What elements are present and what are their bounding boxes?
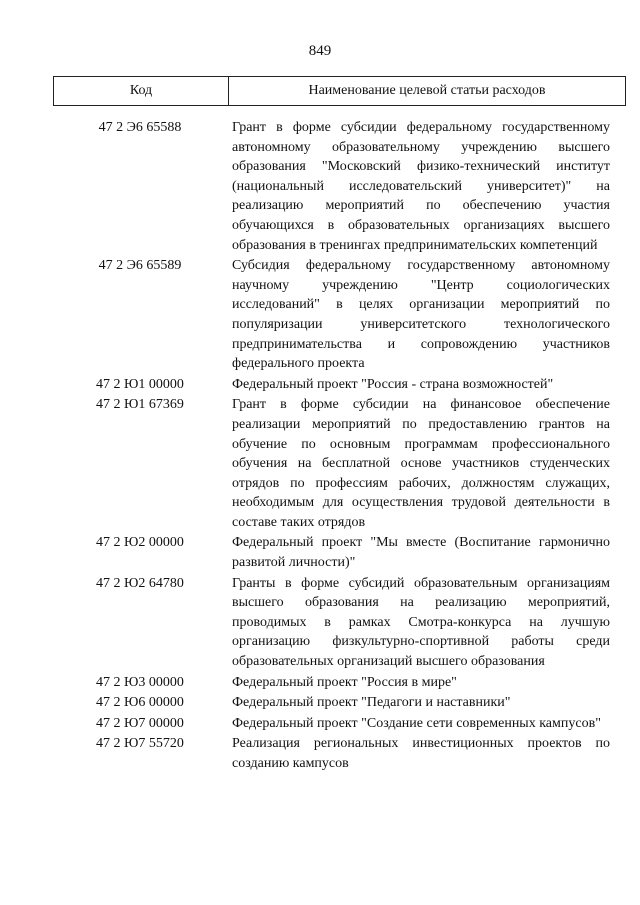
table-row bbox=[53, 714, 626, 734]
row-code: 47 2 Э6 65589 bbox=[98, 258, 182, 274]
row-description: Гранты в форме субсидий образовательным организациям высшего образования на реализацию мероприятий, проводимых в рамках Смотра-конкурса на лучшую организацию физкультурно-спортивной работы среди образовательных организаций высшего образования bbox=[232, 575, 610, 670]
table-row bbox=[53, 734, 626, 773]
row-code: 47 2 Ю2 64780 bbox=[96, 575, 184, 591]
row-code: 47 2 Ю1 00000 bbox=[96, 376, 184, 392]
header-code: Код bbox=[54, 77, 229, 105]
row-description: Субсидия федеральному государственному автономному научному учреждению "Центр социологических исследований" в целях организации мероприятий по популяризации университетского технологического предпринимательства и сопровождению участников федерального проекта bbox=[232, 258, 610, 372]
row-code: 47 2 Ю6 00000 bbox=[96, 695, 184, 711]
row-code: 47 2 Ю2 00000 bbox=[96, 535, 184, 551]
table-row bbox=[53, 118, 626, 255]
table-row bbox=[53, 256, 626, 374]
table-row bbox=[53, 533, 626, 572]
row-description: Грант в форме субсидии федеральному государственному автономному образовательному учреждению высшего образования "Московский физико-технический институт (национальный исследовательский университет)" на реализацию мероприятий по обеспечению участия обучающихся в образовательных организациях высшего образования в тренингах предпринимательских компетенций bbox=[232, 120, 610, 253]
table-body bbox=[53, 118, 626, 775]
row-code: 47 2 Ю7 55720 bbox=[96, 736, 184, 752]
row-description: Реализация региональных инвестиционных проектов по созданию кампусов bbox=[232, 736, 610, 771]
row-code: 47 2 Э6 65588 bbox=[98, 120, 182, 135]
row-description: Федеральный проект "Создание сети современных кампусов" bbox=[232, 715, 601, 731]
row-description: Федеральный проект "Педагоги и наставники" bbox=[232, 695, 511, 711]
table-row bbox=[53, 574, 626, 672]
row-description: Федеральный проект "Россия - страна возможностей" bbox=[232, 376, 554, 392]
table-row bbox=[53, 375, 626, 395]
table-row bbox=[53, 673, 626, 693]
table-row bbox=[53, 693, 626, 713]
row-code: 47 2 Ю1 67369 bbox=[96, 397, 184, 413]
table-header bbox=[53, 76, 626, 106]
row-description: Федеральный проект "Мы вместе (Воспитание гармонично развитой личности)" bbox=[232, 535, 610, 571]
row-code: 47 2 Ю7 00000 bbox=[96, 715, 184, 731]
row-description: Федеральный проект "Россия в мире" bbox=[232, 674, 457, 690]
header-name: Наименование целевой статьи расходов bbox=[308, 83, 546, 98]
page-number: 849 bbox=[308, 43, 332, 59]
row-code: 47 2 Ю3 00000 bbox=[96, 674, 184, 690]
row-description: Грант в форме субсидии на финансовое обеспечение реализации мероприятий по предоставлению грантов на обучение по основным программам профессионального обучения на бесплатной основе участников студенческих отрядов по профессиям рабочих, должностям служащих, необходимым для осуществления трудовой деятельности в составе таких отрядов bbox=[232, 397, 610, 530]
table-row bbox=[53, 395, 626, 532]
